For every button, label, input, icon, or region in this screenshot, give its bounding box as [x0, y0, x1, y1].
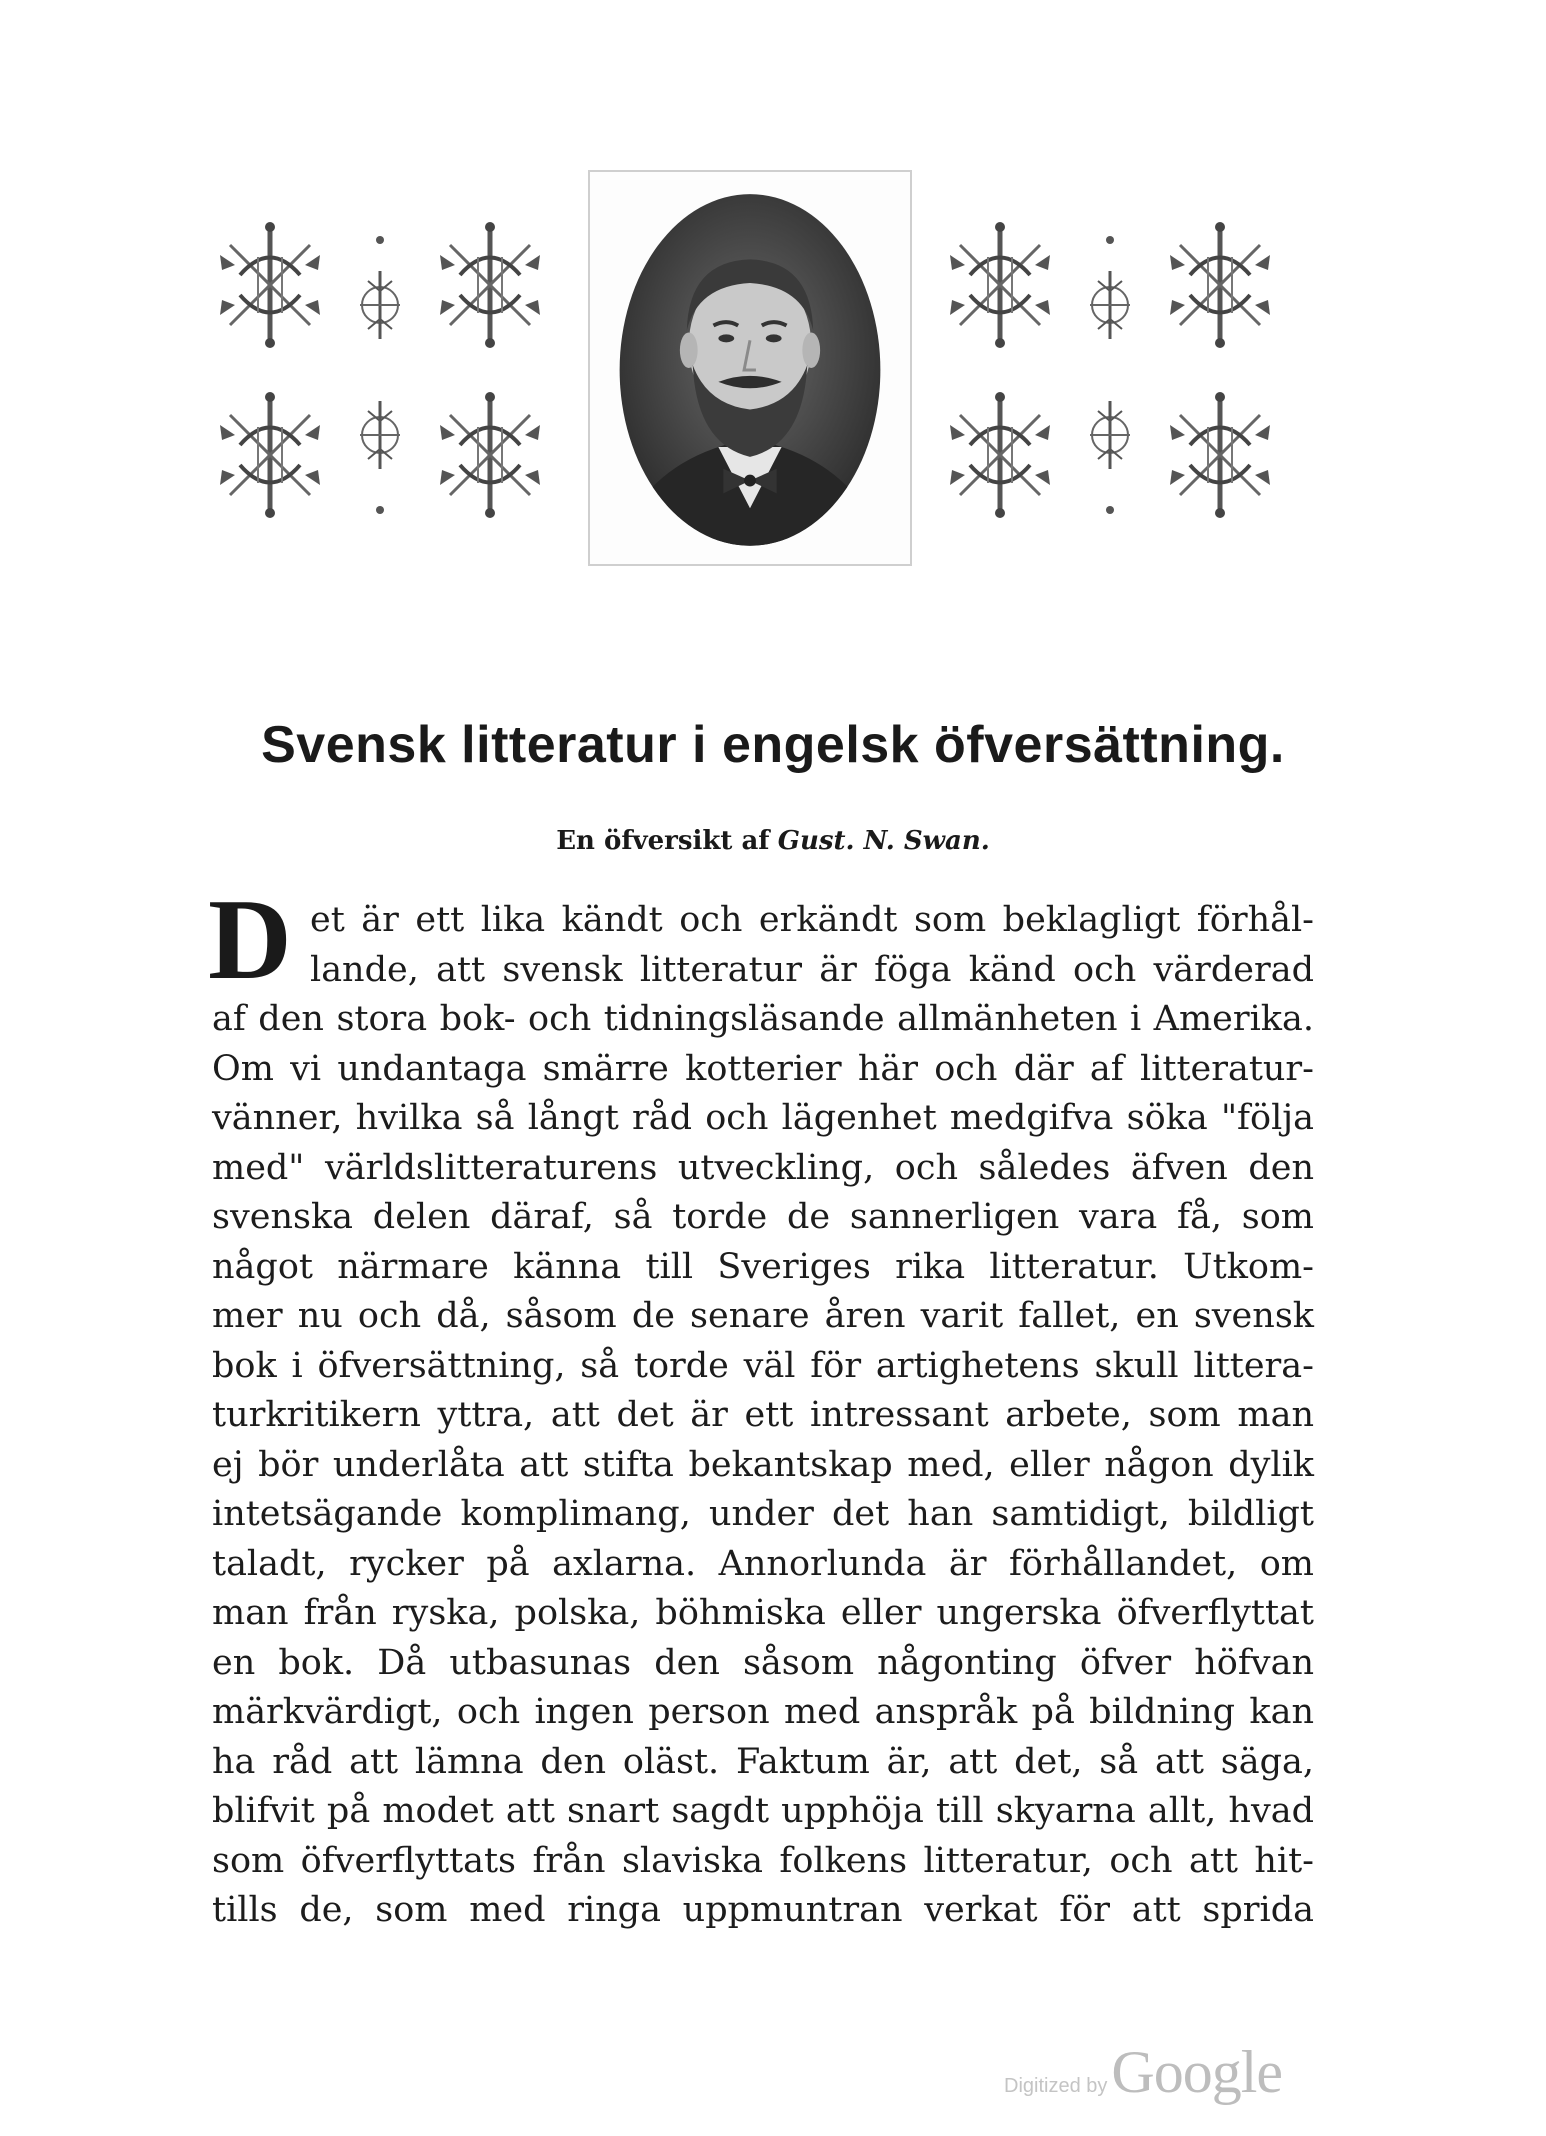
text-line: turkritikern yttra, att det är ett intressant arbete, som man — [212, 1395, 1314, 1435]
floral-ornament-icon — [200, 210, 560, 540]
text-line: en bok. Då utbasunas den såsom någonting öfver höfvan — [212, 1642, 1314, 1683]
byline-author: Gust. N. Swan. — [777, 826, 990, 856]
text-line: vänner, hvilka så långt råd och lägenhet medgifva söka "följa — [212, 1098, 1314, 1138]
text-line: af den stora bok- och tidningsläsande allmänheten i Amerika. — [212, 999, 1314, 1039]
header-ornament-band — [200, 210, 1290, 540]
floral-ornament-icon — [930, 210, 1290, 540]
byline-prefix: En öfversikt af — [556, 826, 770, 856]
text-line: ha råd att lämna den oläst. Faktum är, att det, så att säga, — [212, 1741, 1314, 1782]
text-line: man från ryska, polska, böhmiska eller ungerska öfverflyttat — [212, 1593, 1314, 1633]
article-title: Svensk litteratur i engelsk öfversättning. — [261, 716, 1285, 774]
article-byline — [0, 826, 1546, 856]
digitized-prefix: Digitized by — [1004, 2075, 1108, 2097]
text-line: mer nu och då, såsom de senare åren varit fallet, en svensk — [212, 1296, 1314, 1336]
text-line: som öfverflyttats från slaviska folkens litteratur, och att hit- — [212, 1840, 1314, 1881]
text-line: ej bör underlåta att stifta bekantskap med, eller någon dylik — [212, 1444, 1314, 1485]
digitized-brand: Google — [1111, 2039, 1283, 2105]
text-line: Om vi undantaga smärre kotterier här och där af litteratur- — [212, 1048, 1314, 1089]
text-line: något närmare känna till Sveriges rika litteratur. Utkom- — [212, 1246, 1314, 1287]
drop-cap: D — [208, 876, 292, 1004]
text-line: märkvärdigt, och ingen person med anspråk på bildning kan — [212, 1692, 1314, 1732]
text-line: bok i öfversättning, så torde väl för artighetens skull littera- — [212, 1345, 1314, 1386]
text-line: tills de, som med ringa uppmuntran verkat för att sprida — [212, 1890, 1314, 1930]
text-line: taladt, rycker på axlarna. Annorlunda är förhållandet, om — [212, 1543, 1314, 1584]
text-line: lande, att svensk litteratur är föga känd och värderad — [310, 949, 1314, 990]
text-line: blifvit på modet att snart sagdt upphöja till skyarna allt, hvad — [212, 1791, 1314, 1831]
portrait-photo — [588, 170, 912, 566]
digitized-watermark — [1004, 2038, 1282, 2107]
text-line: med" världslitteraturens utveckling, och således äfven den — [212, 1147, 1314, 1188]
article-body — [208, 876, 1314, 1936]
text-line: intetsägande komplimang, under det han samtidigt, bildligt — [212, 1494, 1314, 1534]
text-line: svenska delen däraf, så torde de sannerligen vara få, som — [212, 1197, 1314, 1237]
text-line: et är ett lika kändt och erkändt som beklagligt förhål- — [310, 900, 1314, 940]
